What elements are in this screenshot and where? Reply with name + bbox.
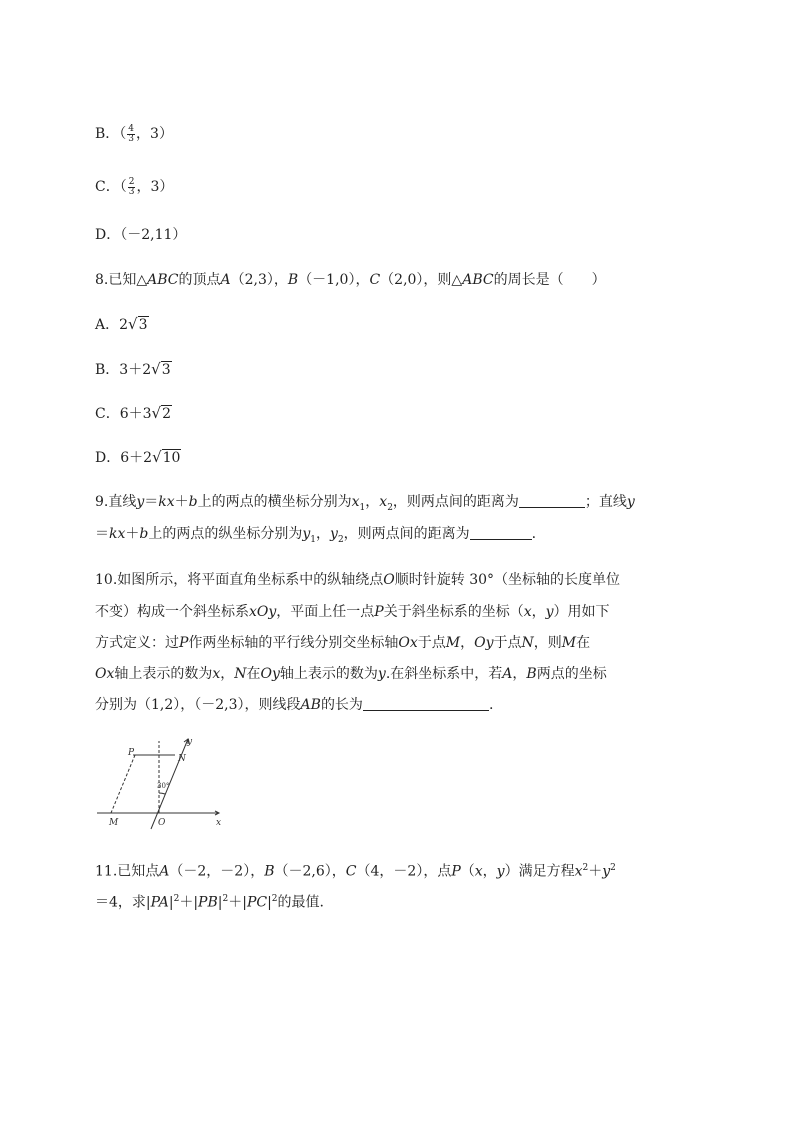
q7-option-c: C．（ $\frac{2}{3}$ ，3）	[95, 176, 174, 197]
sqrt-sign: √10	[152, 448, 181, 466]
q9-line-1: 9.直线y＝kx＋b上的两点的横坐标分别为$x_1$，$x_2$，则两点间的距离为 ；直线y	[95, 494, 635, 513]
label-y: y	[187, 737, 193, 747]
q8-option-d: D．6＋2√10	[95, 448, 181, 466]
q8-option-b: B．3＋2√3	[95, 360, 171, 378]
label-p: P	[128, 748, 135, 758]
label-m: M	[109, 818, 119, 828]
angle-arc	[159, 793, 165, 794]
answer-blank[interactable]	[470, 525, 532, 540]
sqrt-sign: √3	[128, 315, 148, 333]
sqrt-sign: √2	[151, 404, 172, 422]
q10-line-1: 10.如图所示，将平面直角坐标系中的纵轴绕点O顺时针旋转 30°（坐标轴的长度单位	[95, 572, 621, 588]
fraction: $\frac{2}{3}$	[128, 176, 135, 197]
answer-blank[interactable]	[519, 493, 585, 508]
q8-option-c: C．6＋3√2	[95, 404, 172, 422]
label-n: N	[178, 754, 186, 764]
q8-option-a: A．2√3	[95, 315, 148, 333]
q10-line-2: 不变）构成一个斜坐标系xOy，平面上任一点P关于斜坐标系的坐标（x，y）用如下	[95, 604, 610, 620]
q10-line-4: Ox轴上表示的数为x，N在Oy轴上表示的数为y.在斜坐标系中，若A，B两点的坐标	[95, 666, 607, 682]
answer-blank[interactable]	[363, 696, 489, 711]
q11-line-2: ＝4，求$|PA|^2+|PB|^2+|PC|^2$的最值.	[95, 894, 324, 911]
sqrt-sign: √3	[151, 360, 171, 378]
fraction: $\frac{4}{3}$	[128, 123, 135, 144]
parallel-line-pm	[111, 755, 135, 813]
oblique-coordinate-figure	[95, 733, 235, 833]
q8-stem: 8.已知△ABC的顶点A（2,3），B（－1,0），C（2,0），则△ABC的周长是（ ）	[95, 272, 606, 288]
q7-option-d: D．（－2,11）	[95, 227, 187, 243]
q10-line-3: 方式定义：过P作两坐标轴的平行线分别交坐标轴Ox于点M，Oy于点N，则M在	[95, 635, 591, 651]
q7-option-b: B．（ $\frac{4}{3}$ ，3）	[95, 123, 173, 144]
label-angle: 30°	[157, 782, 170, 790]
q9-line-2: ＝kx＋b上的两点的纵坐标分别为$y_1$，$y_2$，则两点间的距离为 .	[95, 526, 537, 545]
q11-line-1: 11.已知点A（－2，－2），B（－2,6），C（4，－2），点P（x，y）满足方程$x^2+y^2$	[95, 863, 616, 880]
label-x: x	[216, 818, 222, 828]
label-o: O	[158, 818, 166, 828]
q10-line-5: 分别为（1,2），（－2,3），则线段AB的长为 .	[95, 697, 494, 713]
